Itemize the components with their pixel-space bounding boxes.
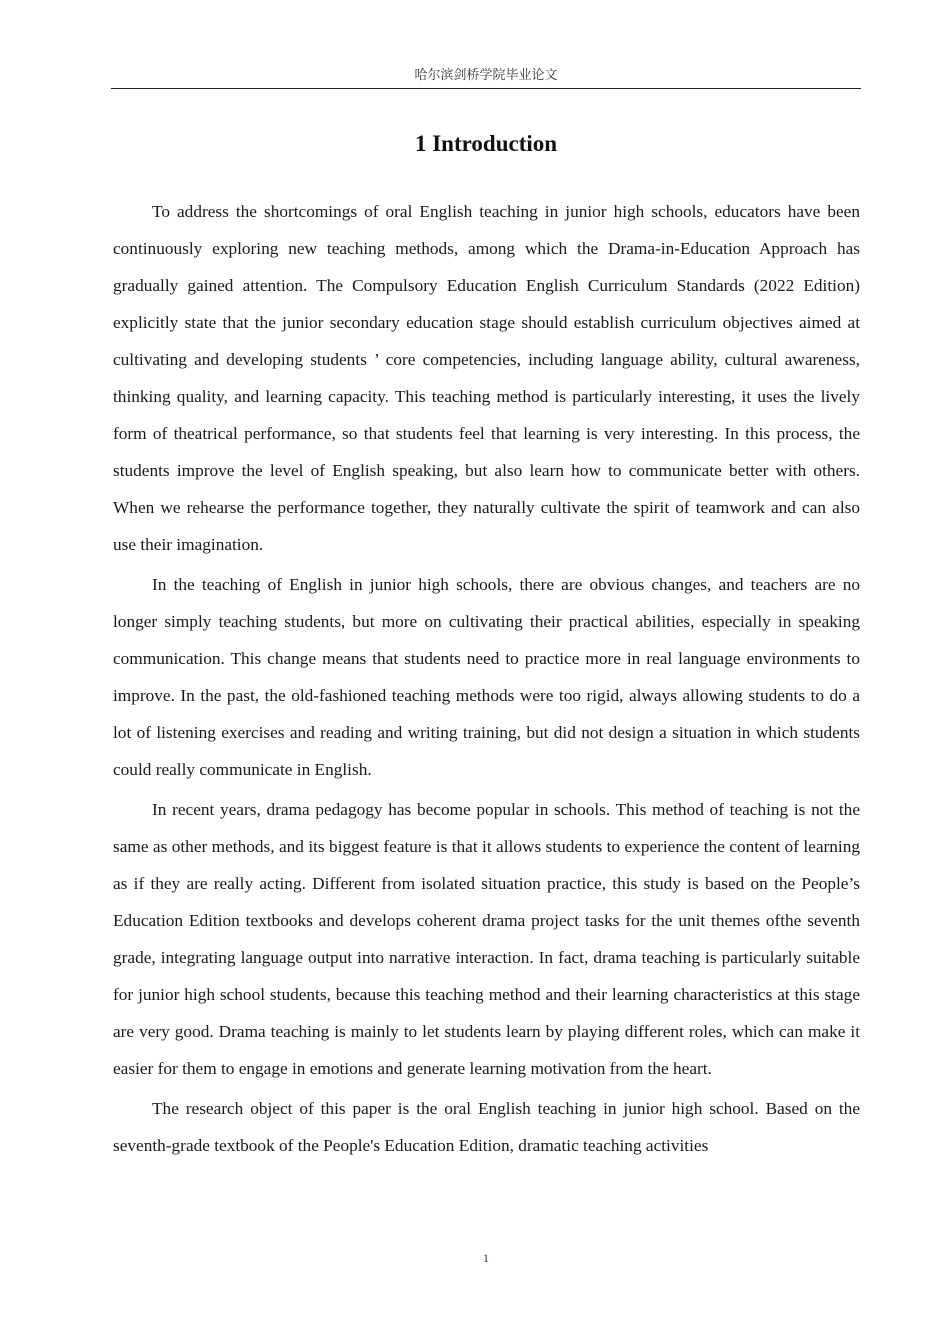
paragraph: In the teaching of English in junior high schools, there are obvious changes, and teachers are no longer simply teaching students, but more on cultivating their practical abilities, especially in speaking communication. This change means that students need to practice more in real language environments to improve. In the past, the old-fashioned teaching methods were too rigid, always allowing students to do a lot of listening exercises and reading and writing training, but did not design a situation in which students could really communicate in English.	[113, 575, 860, 779]
running-header: 哈尔滨剑桥学院毕业论文	[414, 68, 558, 83]
header-rule	[111, 88, 861, 89]
paragraph: To address the shortcomings of oral English teaching in junior high schools, educators have been continuously exploring new teaching methods, among which the Drama-in-Education Approach has gradually gained attention. The Compulsory Education English Curriculum Standards (2022 Edition) explicitly state that the junior secondary education stage should establish curriculum objectives aimed at cultivating and developing students ’ core competencies, including language ability, cultural awareness, thinking quality, and learning capacity. This teaching method is particularly interesting, it uses the lively form of theatrical performance, so that students feel that learning is very interesting. In this process, the students improve the level of English speaking, but also learn how to communicate better with others. When we rehearse the performance together, they naturally cultivate the spirit of teamwork and can also use their imagination.	[113, 202, 860, 554]
body-text	[113, 193, 860, 1167]
chapter-title: 1 Introduction	[414, 131, 558, 156]
paragraph: The research object of this paper is the oral English teaching in junior high school. Based on the seventh-grade textbook of the People's Education Edition, dramatic teaching activities	[113, 1099, 860, 1155]
paragraph: In recent years, drama pedagogy has become popular in schools. This method of teaching is not the same as other methods, and its biggest feature is that it allows students to experience the content of learning as if they are really acting. Different from isolated situation practice, this study is based on the People’s Education Edition textbooks and develops coherent drama project tasks for the unit themes ofthe seventh grade, integrating language output into narrative interaction. In fact, drama teaching is particularly suitable for junior high school students, because this teaching method and their learning characteristics at this stage are very good. Drama teaching is mainly to let students learn by playing different roles, which can make it easier for them to engage in emotions and generate learning motivation from the heart.	[113, 800, 860, 1078]
page-number: 1	[483, 1251, 489, 1265]
